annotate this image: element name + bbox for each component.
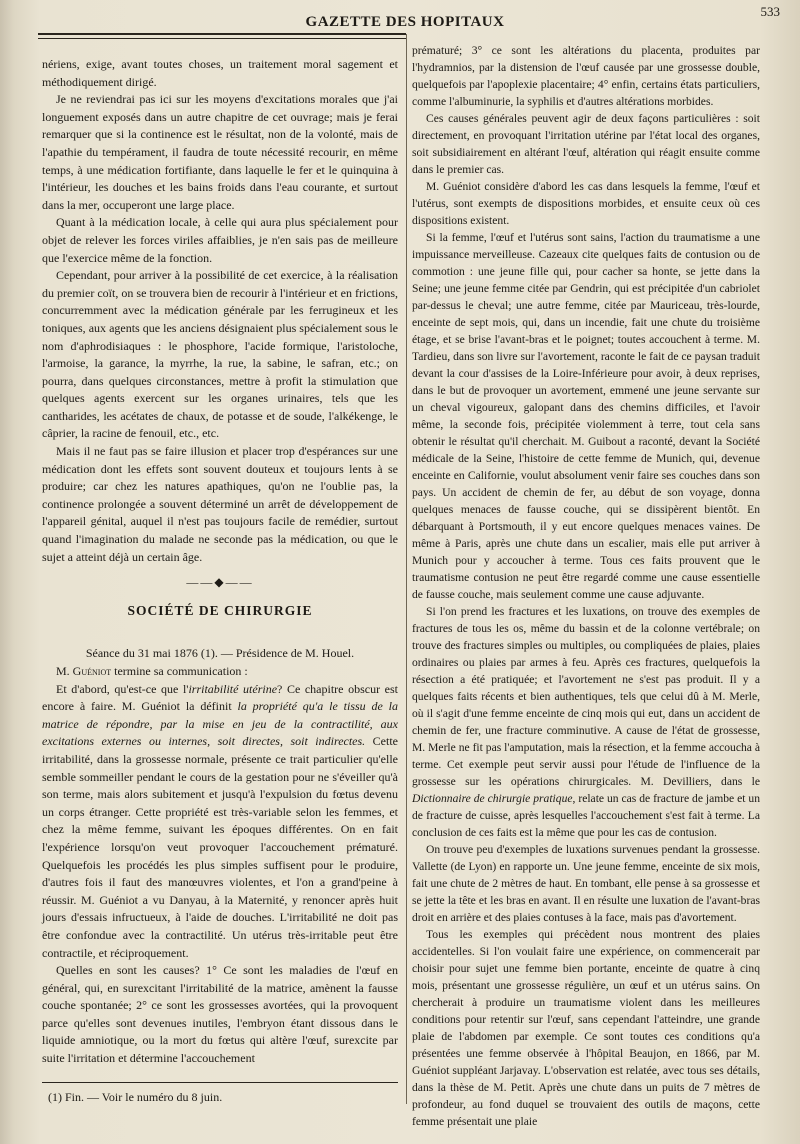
column-divider (406, 34, 407, 1104)
paragraph: Ces causes générales peuvent agir de deux façons particulières : soit directement, en provoquant l'irritation utérine par l'état local des organes, soit subsidiairement en altérant l'œuf, altération qui réagit ensuite comme dans le premier cas. (412, 112, 760, 176)
speaker-name: M. Guéniot (56, 664, 112, 678)
paragraph: Je ne reviendrai pas ici sur les moyens d'excitations morales que j'ai longuement exposés dans un autre chapitre de cet ouvrage; mais je ferai remarquer que si la continence est le résultat, non de la volonté, mais de l'apathie du tempérament, il faudra de toute nécessité recourir, en même temps, à une médication fortifiante, dans laquelle le fer et le quinquina à l'intérieur, les douches et les bains froids dans l'eau courante, et surtout dans la mer, occuperont une large place. (42, 92, 398, 212)
footnote-rule (42, 1082, 398, 1083)
paragraph: Tous les exemples qui précèdent nous montrent des plaies accidentelles. Si l'on voulait faire une expérience, on commencerait par choisir pour sujet une femme bien portante, enceinte de quatre à cinq mois, présentant une grossesse régulière, un œuf et un utérus sains. On chercherait à produire un traumatisme violent dans les meilleures conditions pour retentir sur l'œuf, sans cependant l'atteindre, une grande plaie de l'abdomen par exemple. Ce sont toutes ces conditions qu'a présentées une femme observée à l'hôpital Beaujon, en 1866, par M. Guéniot suppléant Jarjavay. L'observation est relatée, avec tous ses détails, dans la thèse de M. Petit. Après une chute dans un puits de 7 mètres de profondeur, au fond duquel se trouvaient des outils de maçons, cette femme présentait une plaie (412, 928, 760, 1128)
left-column (42, 56, 398, 1068)
paragraph: Mais il ne faut pas se faire illusion et placer trop d'espérances sur une médication dont les effets sont souvent douteux et toujours lents à se produire; car chez les natures apathiques, qu'on ne l'oublie pas, la continence prolongée a souvent déterminé un arrêt de développement de l'appareil génital, auquel il n'est pas toujours facile de remédier, surtout quand l'imagination du malade ne seconde pas la médication, ou que le sujet a atteint déjà un certain âge. (42, 444, 398, 564)
page-number: 533 (760, 4, 780, 19)
paragraph-text: Cette irritabilité, dans la grossesse normale, présente ce trait particulier qu'elle semble sommeiller pendant le cours de la gestation pour ne s'éveiller qu'à son terme, mais alors subitement et jusqu'à l'expulsion du fœtus devenu un corps étranger. Cette propriété est très-variable selon les femmes, et chez la même femme, suivant les époques différentes. On en fait l'expérience lorsqu'on veut provoquer l'accouchement prématuré. Quelquefois les procédés les plus simples suffisent pour le produire, d'autres fois il faut des manœuvres violentes, et l'on a grand'peine à réussir. M. Guéniot a vu Danyau, à la Maternité, y renoncer après huit jours d'essais infructueux, à l'aide de douches. L'irritabilité ne doit pas être confondue avec la contractilité. Un utérus très-irritable peut être contractile, et réciproquement. (42, 734, 399, 960)
paragraph (42, 681, 398, 963)
paragraph-text: ? Ce chapitre obscur est encore à faire. M. Guéniot la définit (42, 681, 398, 714)
right-column (412, 42, 760, 1130)
paragraph-text: Et d'abord, qu'est-ce que l' (56, 681, 189, 696)
paragraph: Quelles en sont les causes? 1° Ce sont les maladies de l'œuf en général, qui, en surexcitant l'irritabilité de la matrice, amènent la fausse couche spontanée; 2° ce sont les grossesses avortées, qui la provoquent parce qu'elles sont devenues inutiles, l'embryon étant dissous dans le liquide amniotique, ou la mort du fœtus qui altère l'œuf, surexcite par suite l'irritation et détermine l'accouchement (42, 963, 398, 1066)
header-rule (38, 33, 406, 35)
paragraph-text: , relate un cas de fracture de jambe et un de fracture de cuisse, après lesquelles l'accouchement s'est fait à terme. La conclusion de ces faits est la même que pour les cas de contusion. (412, 792, 760, 839)
header-rule-thin (38, 38, 406, 39)
paragraph: nériens, exige, avant toutes choses, un traitement moral sagement et méthodiquement dirigé. (42, 57, 398, 89)
paragraph: Cependant, pour arriver à la possibilité de cet exercice, à la réalisation du premier coït, on se trouvera bien de recourir à l'intérieur et en frictions, concurremment avec la médication générale par les ferrugineux et les toniques, aux agents que les anciens désignaient plus spécialement sous le nom d'aphrodisiaques : le phosphore, l'acide formique, l'aristoloche, l'armoise, la garance, la myrrhe, la rue, la sabine, le safran, etc.; on pourra, dans quelques circonstances, mettre à profit la stimulation que quelques agents exercent sur les organes urinaires, tels que les cantharides, les acétates de chaux, de potasse et de soude, l'alkékenge, le câprier, la racine de fenouil, etc., etc. (42, 268, 398, 441)
paragraph (42, 663, 398, 681)
section-title: SOCIÉTÉ DE CHIRURGIE (127, 602, 313, 618)
paragraph: prématuré; 3° ce sont les altérations du placenta, produites par l'hydramnios, par la distension de l'œuf causée par une grossesse double, quelquefois par l'apoplexie placentaire; 4° enfin, certains états particuliers, comme l'albuminurie, la syphilis et d'autres altérations morbides. (412, 44, 760, 108)
paragraph: M. Guéniot considère d'abord les cas dans lesquels la femme, l'œuf et l'utérus, sont exempts de dispositions morbides, et ensuite ceux où ces dispositions existent. (412, 180, 760, 227)
paragraph (412, 603, 760, 841)
italic-text: la propriété qu'a le tissu de la matrice de répondre, par la mise en jeu de la contractilité, aux excitations externes ou internes, soit directes, soit indirectes. (42, 699, 398, 749)
section-separator: ——◆—— (186, 575, 254, 590)
paragraph-text: termine sa communication : (111, 664, 248, 678)
paragraph: On trouve peu d'exemples de luxations survenues pendant la grossesse. Vallette (de Lyon) en rapporte un. Une jeune femme, enceinte de six mois, fait une chute de 2 mètres de haut. En tombant, elle pense à sa grossesse et se jette la tête et les bras en avant. Il en résulte une luxation de l'avant-bras droit en arrière et des plaies contuses à la face, mais pas d'avortement. (412, 843, 760, 924)
journal-title: GAZETTE DES HOPITAUX (305, 14, 505, 30)
paragraph: Si la femme, l'œuf et l'utérus sont sains, l'action du traumatisme a une impuissance merveilleuse. Cazeaux cite quelques faits de contusion ou de commotion : une jeune fille qui, pour cacher sa honte, se jette dans la Seine; une jeune femme citée par Gendrin, qui est précipitée d'un cabriolet par-dessus le cheval; une autre femme, citée par Mauriceau, très-lourde, enceinte de sept mois, qui, dans un incendie, fait une chute du troisième étage, et se brise l'avant-bras et le poignet; toutes accouchent à terme. M. Tardieu, dans son livre sur l'avortement, raconte le fait de ce paysan traduit devant la cour d'assises de la Loire-Inférieure pour avoir, à deux reprises, dans le but de provoquer un avortement, emmené une jeune servante sur un cheval vigoureux, galopant dans des chemins difficiles, et l'avoir même, la seconde fois, précipitée violemment à terre, tout cela sans obtenir le résultat qu'il cherchait. M. Guibout a raconté, devant la Société médicale de la Seine, l'histoire de cette femme de Munich, qui, devenue enceinte en Californie, voulut absolument venir faire ses couches dans son pays. Un accident de chemin de fer, au début de son voyage, donna quelques menaces de fausse couche, qui se dissipèrent bientôt. En débarquant à Portsmouth, il y eut encore quelques menaces vaines. De même à Paris, après une chute dans un escalier, mais elle put arriver à Munich pour y accoucher à terme. Tous ces faits prouvent que le traumatisme contusion ne peut être regardé comme une cause essentielle de fausse couche, mais seulement comme une cause adjuvante. (412, 231, 760, 601)
session-heading: Séance du 31 mai 1876 (1). — Présidence de M. Houel. (85, 646, 355, 661)
page-header (40, 0, 780, 30)
italic-text: irritabilité utérine (188, 681, 278, 696)
paragraph-text: Si l'on prend les fractures et les luxations, on trouve des exemples de fractures de tous les os, même du bassin et de la colonne vertébrale; on trouve des fractures simples ou multiples, ou compliquées de plaies, plaies ordinaires ou plaies par armes à feu. Après ces fractures, quelquefois la résection a été pratiquée; et l'avortement ne s'est pas produit. Il y a quelques faits récents et bien authentiques, tels que celui dû à M. Merle, où il s'agit d'une femme enceinte de cinq mois qui eut, dans un accident de chemin de fer, une fracture comminutive. A cause de l'état de grossesse, M. Merle ne fit pas l'amputation, mais la résection, et la femme accoucha à terme. Cet exemple peut servir aussi pour l'étude de l'influence de la grossesse sur les opérations chirurgicales. M. Devilliers, dans le (412, 605, 760, 788)
paragraph: Quant à la médication locale, à celle qui aura plus spécialement pour objet de relever les forces viriles affaiblies, je n'en sais pas de meilleure que l'exercice même de la fonction. (42, 215, 398, 265)
italic-text: Dictionnaire de chirurgie pratique (412, 792, 573, 805)
footnote: (1) Fin. — Voir le numéro du 8 juin. (48, 1090, 223, 1104)
